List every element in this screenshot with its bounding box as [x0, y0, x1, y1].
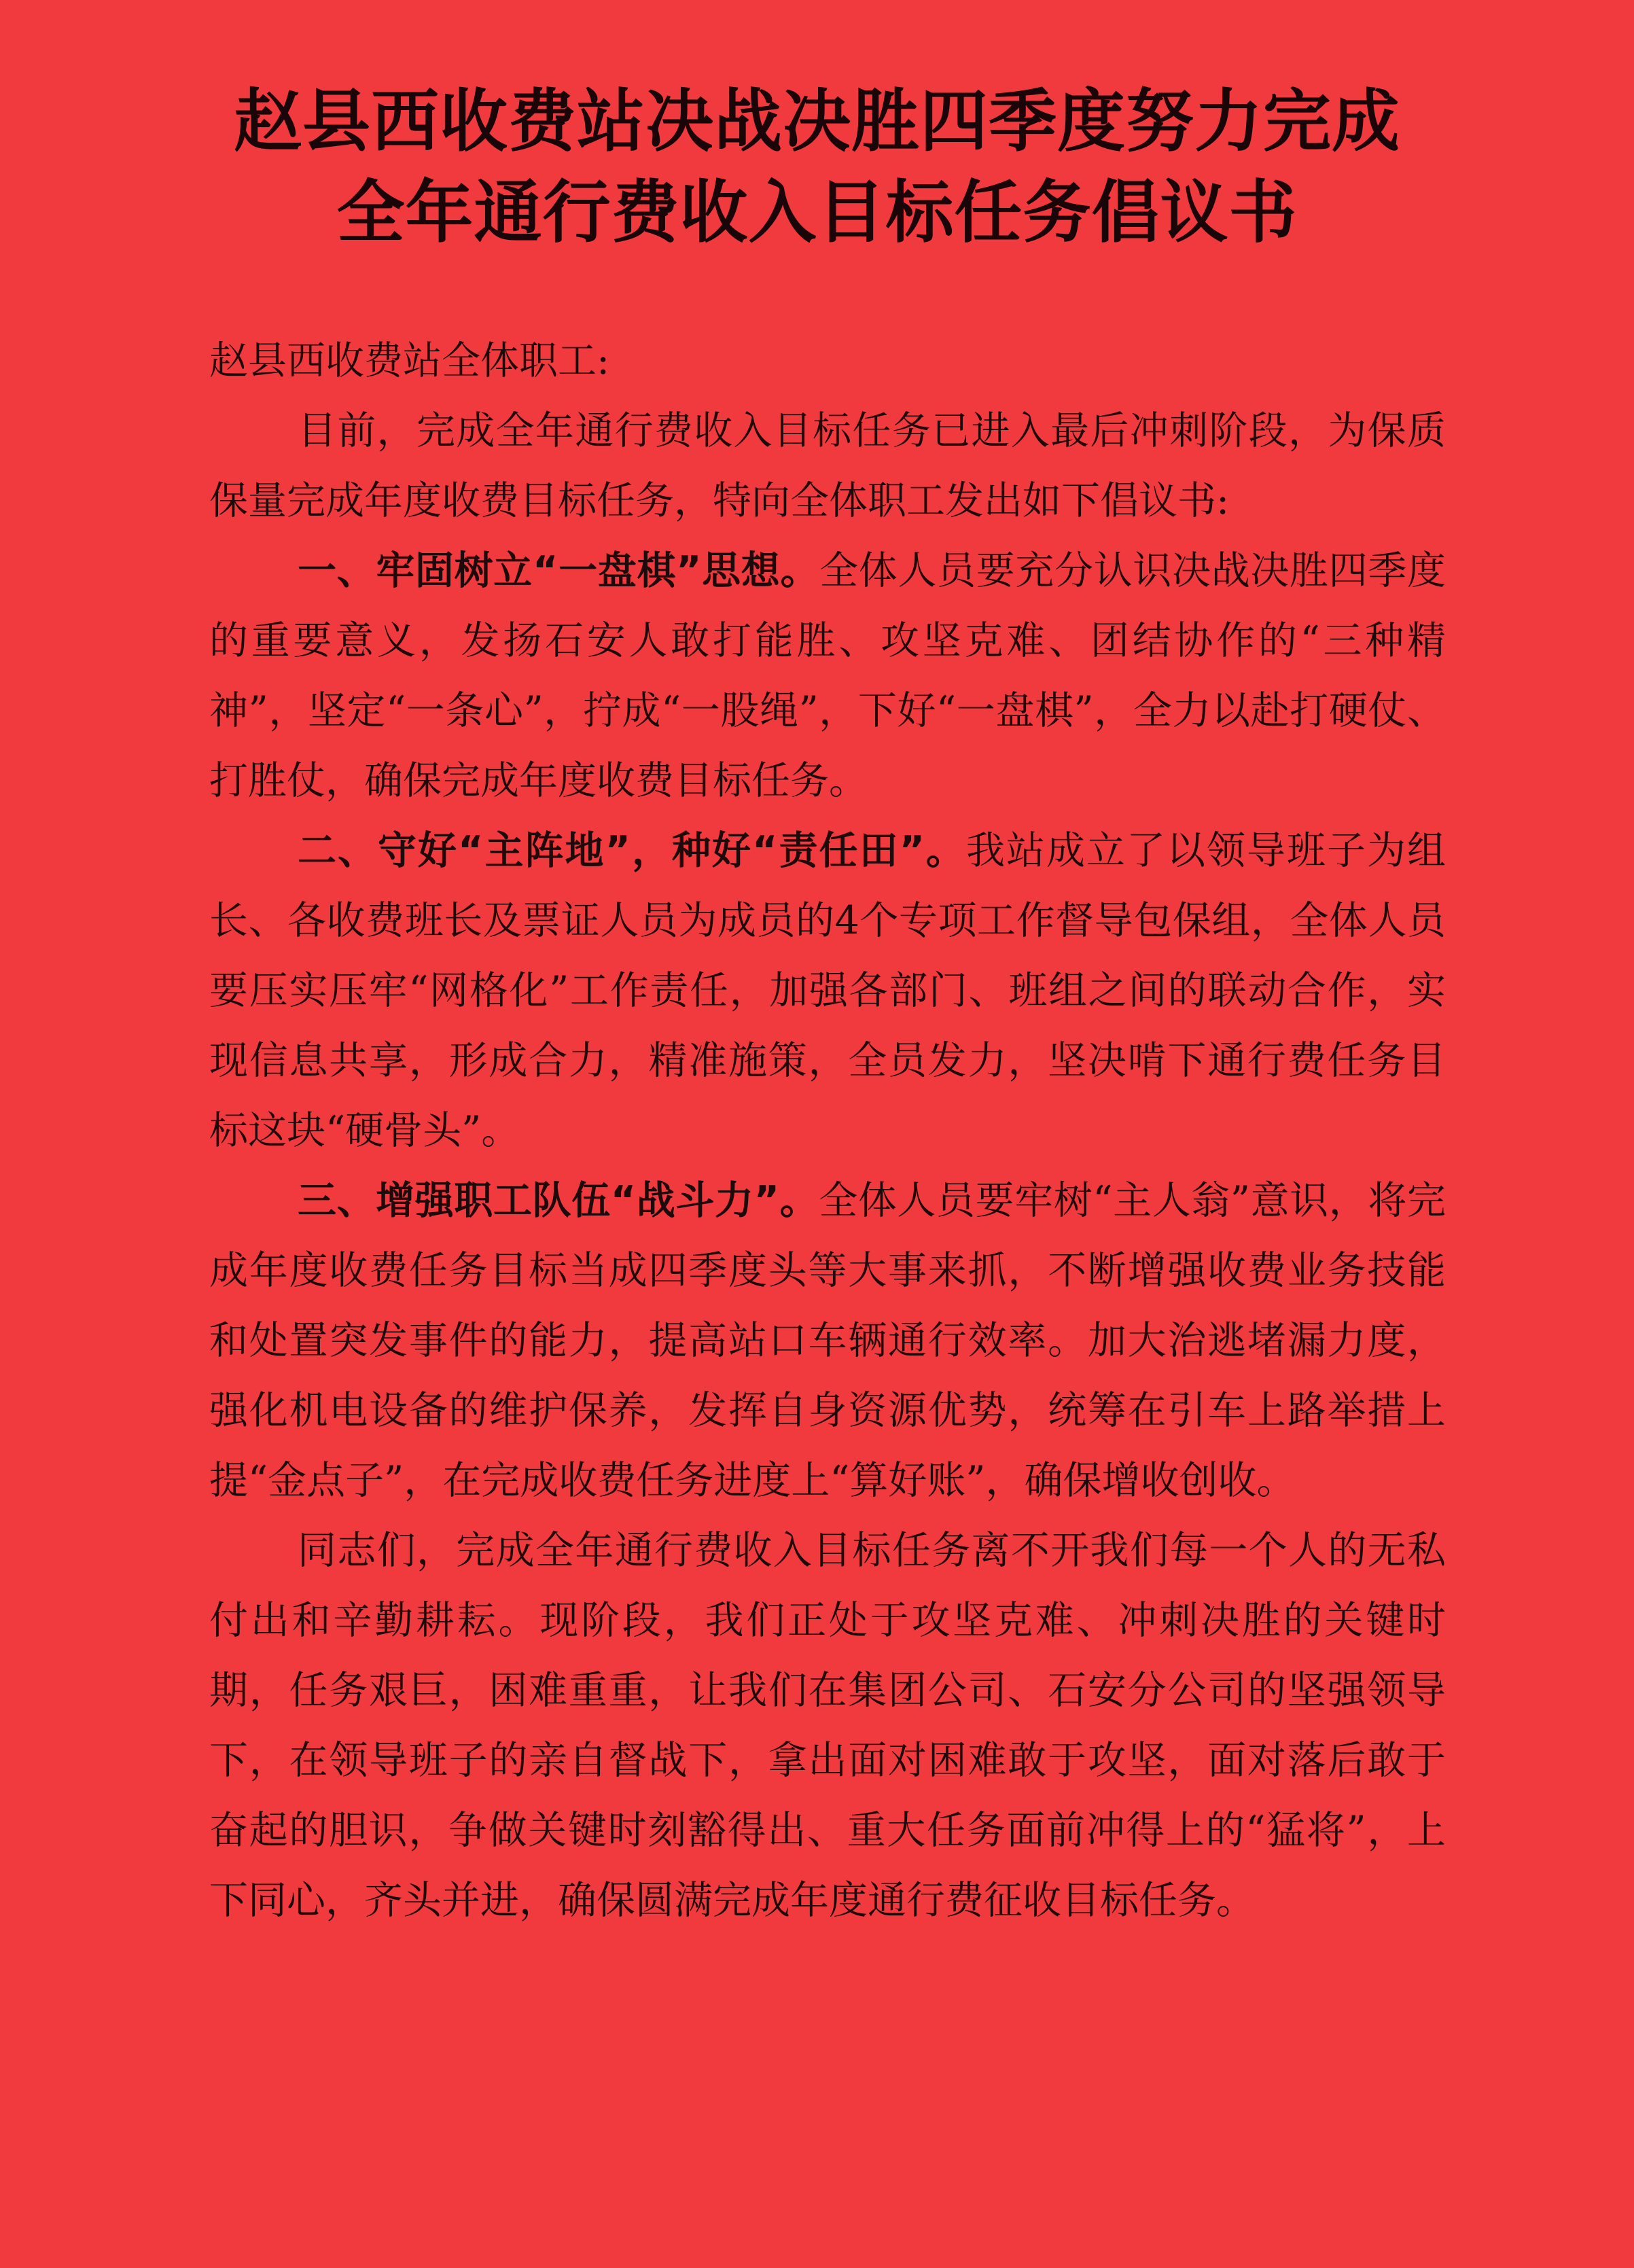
document-title-line-1: 赵县西收费站决战决胜四季度努力完成 [234, 81, 1400, 161]
salutation: 赵县西收费站全体职工: [209, 338, 610, 383]
point-paragraph-3 [209, 1166, 1446, 1516]
point-heading-1: 一、牢固树立“一盘棋”思想。 [298, 548, 820, 593]
point-text-3: 全体人员要牢树“主人翁”意识，将完成年度收费任务目标当成四季度头等大事来抓，不断增强收费业务技能和处置突发事件的能力，提高站口车辆通行效率。加大治逃堵漏力度，强化机电设备的维护保养，发挥自身资源优势，统筹在引车上路举措上提“金点子”，在完成收费任务进度上“算好账”，确保增收创收。 [209, 1178, 1446, 1503]
document-title-line-2: 全年通行费收入目标任务倡议书 [336, 172, 1298, 252]
point-text-1: 全体人员要充分认识决战决胜四季度的重要意义，发扬石安人敢打能胜、攻坚克难、团结协作的“三种精神”，坚定“一条心”，拧成“一股绳”，下好“一盘棋”，全力以赴打硬仗、打胜仗，确保完成年度收费目标任务。 [209, 548, 1446, 803]
point-text-2: 我站成立了以领导班子为组长、各收费班长及票证人员为成员的4个专项工作督导包保组，全体人员要压实压牢“网格化”工作责任，加强各部门、班组之间的联动合作，实现信息共享，形成合力，精准施策，全员发力，坚决啃下通行费任务目标这块“硬骨头”。 [209, 828, 1446, 1153]
point-heading-3: 三、增强职工队伍“战斗力”。 [298, 1178, 819, 1223]
point-heading-2: 二、守好“主阵地”，种好“责任田”。 [298, 828, 966, 873]
point-paragraph-1 [209, 536, 1446, 816]
closing-paragraph: 同志们，完成全年通行费收入目标任务离不开我们每一个人的无私付出和辛勤耕耘。现阶段，我们正处于攻坚克难、冲刺决胜的关键时期，任务艰巨，困难重重，让我们在集团公司、石安分公司的坚强领导下，在领导班子的亲自督战下，拿出面对困难敢于攻坚，面对落后敢于奋起的胆识，争做关键时刻豁得出、重大任务面前冲得上的“猛将”，上下同心，齐头并进，确保圆满完成年度通行费征收目标任务。 [209, 1528, 1446, 1923]
point-paragraph-2 [209, 816, 1446, 1166]
intro-paragraph: 目前，完成全年通行费收入目标任务已进入最后冲刺阶段，为保质保量完成年度收费目标任务，特向全体职工发出如下倡议书: [209, 408, 1446, 523]
document-body [209, 396, 1446, 1936]
